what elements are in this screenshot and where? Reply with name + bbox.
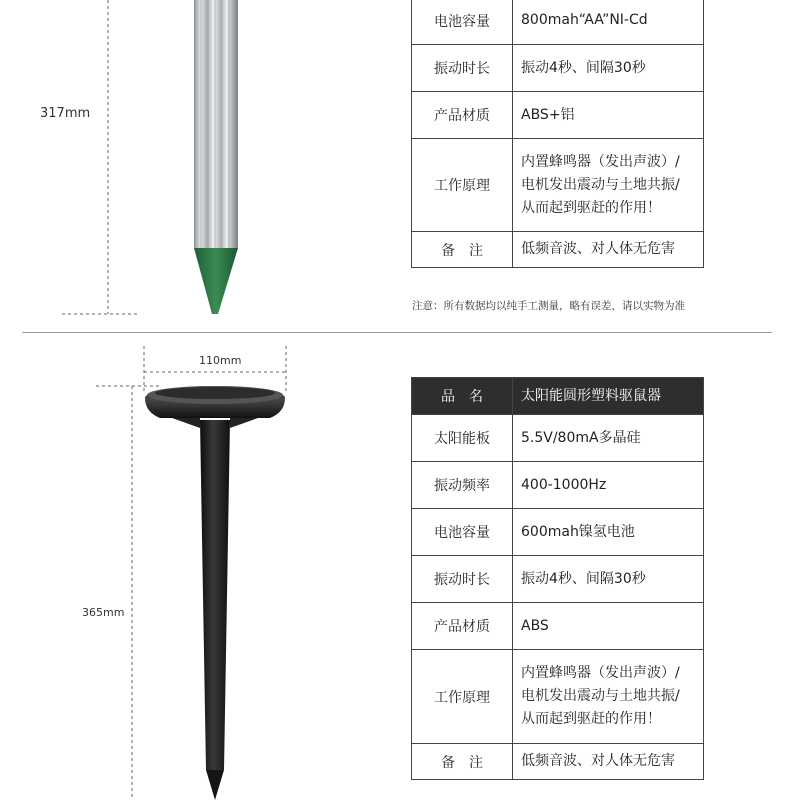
spec-key: 品 名 [412,378,513,415]
spec-row [412,509,704,556]
spec-row [412,45,704,92]
spec-value-line: 从而起到驱赶的作用！ [521,199,661,216]
section-divider [22,332,772,333]
spec-value: 低频音波、对人体无危害 [513,744,704,780]
spec-row [412,462,704,509]
spec-value-line: 内置蜂鸣器（发出声波）/ [521,153,680,170]
bottom-spec-table [411,377,704,780]
spec-value-line: 电机发出震动与土地共振/ [521,688,680,704]
bottom-height-label: 365mm [82,606,125,619]
spec-value: ABS [513,603,704,650]
spec-key: 振动时长 [412,556,513,603]
spec-row [412,232,704,268]
spec-key: 工作原理 [412,139,513,232]
spec-key: 电池容量 [412,509,513,556]
spec-key: 振动时长 [412,45,513,92]
spec-row [412,603,704,650]
spec-value: 800mah“AA”NI-Cd [513,0,704,45]
bottom-width-label: 110mm [199,354,242,367]
measurement-note: 注意：所有数据均以纯手工测量，略有误差，请以实物为准 [412,300,685,312]
spec-value-multiline [513,650,704,744]
spec-row [412,415,704,462]
spec-row [412,92,704,139]
spec-row [412,650,704,744]
spec-key: 备 注 [412,232,513,268]
spec-row [412,0,704,45]
spec-value: 低频音波、对人体无危害 [513,232,704,268]
spec-row [412,139,704,232]
product-name: 太阳能圆形塑料驱鼠器 [513,378,704,415]
spec-key: 产品材质 [412,92,513,139]
spec-key: 太阳能板 [412,415,513,462]
spec-row [412,556,704,603]
spec-key: 电池容量 [412,0,513,45]
solar-stake-image [145,386,285,800]
spec-value-line: 从而起到驱赶的作用！ [521,711,661,727]
spec-key: 振动频率 [412,462,513,509]
spec-value-line: 电机发出震动与土地共振/ [521,176,680,193]
spec-value: 400-1000Hz [513,462,704,509]
spec-value: 振动4秒、间隔30秒 [513,556,704,603]
spec-value: ABS+铝 [513,92,704,139]
spec-value: 5.5V/80mA多晶硅 [513,415,704,462]
aluminum-stake-image [194,0,238,314]
spec-value-line: 内置蜂鸣器（发出声波）/ [521,665,680,681]
spec-key: 备 注 [412,744,513,780]
top-spec-table [411,0,704,268]
spec-key: 工作原理 [412,650,513,744]
spec-value: 600mah镍氢电池 [513,509,704,556]
spec-key: 产品材质 [412,603,513,650]
spec-value: 振动4秒、间隔30秒 [513,45,704,92]
spec-row [412,744,704,780]
spec-value-multiline [513,139,704,232]
spec-header-row [412,378,704,415]
top-height-label: 317mm [40,106,91,121]
top-height-dimension [62,0,140,314]
